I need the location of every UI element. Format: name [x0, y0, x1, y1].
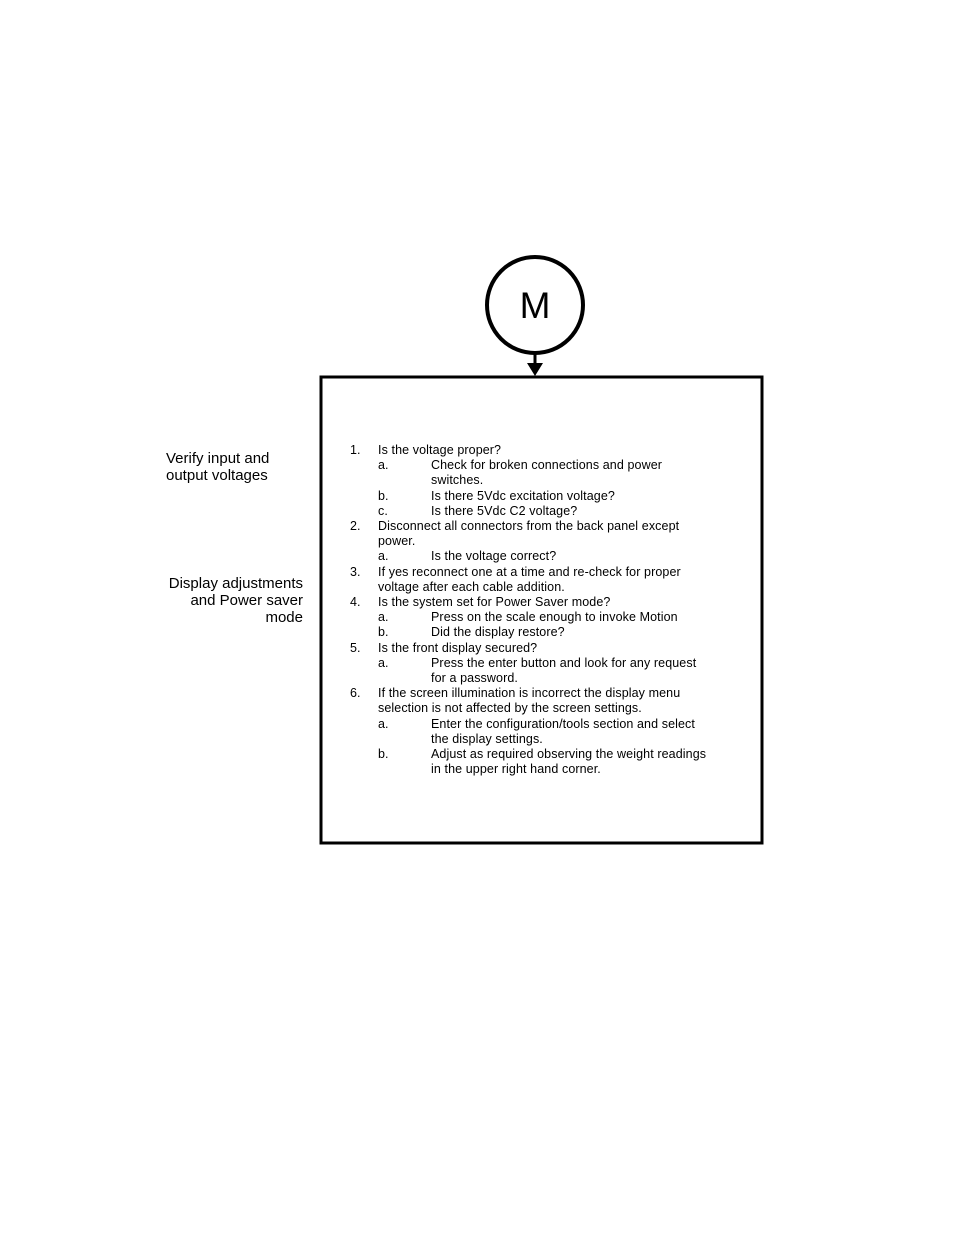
step-item — [350, 641, 755, 656]
sub-step-text-line: Is the voltage correct? — [431, 549, 557, 564]
sub-step-text-line: Enter the configuration/tools section and select — [431, 716, 695, 731]
side-label-line: and Power saver — [190, 592, 303, 609]
sub-step-item — [378, 504, 755, 519]
sub-step-item — [378, 458, 755, 488]
side-label-line: output voltages — [166, 467, 268, 484]
step-number: 1. — [350, 443, 361, 457]
sub-step-text-line: Did the display restore? — [431, 625, 565, 640]
step-text — [378, 443, 755, 458]
side-label-line: mode — [265, 609, 303, 626]
sub-step-letter: a. — [378, 716, 389, 731]
sub-step-letter: a. — [378, 655, 389, 670]
sub-step-text — [431, 549, 755, 564]
sub-step-text-line: Check for broken connections and power — [431, 458, 663, 473]
sub-step-text-line: in the upper right hand corner. — [431, 762, 601, 777]
sub-step-item — [378, 549, 755, 564]
sub-step-text — [431, 717, 755, 747]
sub-step-text — [431, 625, 755, 640]
step-number: 4. — [350, 595, 361, 610]
side-label-display-adjustments — [169, 575, 303, 626]
sub-step-text-line: Adjust as required observing the weight readings — [431, 747, 707, 762]
sub-step-letter: c. — [378, 503, 388, 518]
step-item — [350, 443, 755, 458]
sub-step-text — [431, 656, 755, 686]
sub-step-text-line: Is there 5Vdc excitation voltage? — [431, 488, 615, 503]
sub-step-text-line: for a password. — [431, 671, 518, 686]
step-text-line: If yes reconnect one at a time and re-check for proper — [378, 564, 681, 579]
side-label-line: Verify input and — [166, 450, 270, 467]
sub-step-text-line: switches. — [431, 473, 484, 488]
step-text-line: Disconnect all connectors from the back panel except — [378, 519, 680, 534]
sub-step-letter: a. — [378, 549, 389, 564]
step-text-line: Is the voltage proper? — [378, 443, 502, 457]
step-number: 3. — [350, 564, 361, 579]
sub-step-text-line: the display settings. — [431, 731, 543, 746]
sub-step-text-line: Press on the scale enough to invoke Motion — [431, 610, 678, 625]
troubleshooting-step-list — [350, 443, 755, 777]
sub-step-letter: b. — [378, 625, 389, 640]
sub-step-text — [431, 610, 755, 625]
step-text-line: Is the system set for Power Saver mode? — [378, 595, 611, 610]
sub-step-item — [378, 625, 755, 640]
step-text-line: selection is not affected by the screen settings. — [378, 701, 642, 716]
step-number: 5. — [350, 640, 361, 655]
step-number: 6. — [350, 686, 361, 701]
sub-step-item — [378, 489, 755, 504]
sub-step-text — [431, 458, 755, 488]
step-number: 2. — [350, 519, 361, 534]
sub-step-text-line: Press the enter button and look for any request — [431, 655, 697, 670]
sub-step-letter: b. — [378, 747, 389, 762]
step-text-line: If the screen illumination is incorrect the display menu — [378, 686, 681, 701]
step-text — [378, 565, 755, 595]
connector-arrowhead — [527, 363, 543, 376]
step-text — [378, 519, 755, 549]
step-item — [350, 686, 755, 716]
step-text — [378, 686, 755, 716]
sub-step-letter: a. — [378, 610, 389, 625]
sub-step-item — [378, 717, 755, 747]
sub-step-text — [431, 504, 755, 519]
sub-step-text-line: Is there 5Vdc C2 voltage? — [431, 503, 578, 518]
sub-step-letter: b. — [378, 488, 389, 503]
step-text-line: power. — [378, 534, 416, 549]
step-item — [350, 595, 755, 610]
step-item — [350, 565, 755, 595]
connector-letter: M — [519, 285, 551, 326]
side-label-line: Display adjustments — [168, 575, 303, 592]
sub-step-letter: a. — [378, 458, 389, 473]
step-text-line: Is the front display secured? — [378, 640, 538, 655]
step-text — [378, 595, 755, 610]
step-text-line: voltage after each cable addition. — [378, 579, 565, 594]
sub-step-item — [378, 747, 755, 777]
step-text — [378, 641, 755, 656]
sub-step-text — [431, 489, 755, 504]
sub-step-item — [378, 656, 755, 686]
side-label-verify-voltages — [166, 450, 269, 484]
sub-step-text — [431, 747, 755, 777]
step-item — [350, 519, 755, 549]
sub-step-item — [378, 610, 755, 625]
